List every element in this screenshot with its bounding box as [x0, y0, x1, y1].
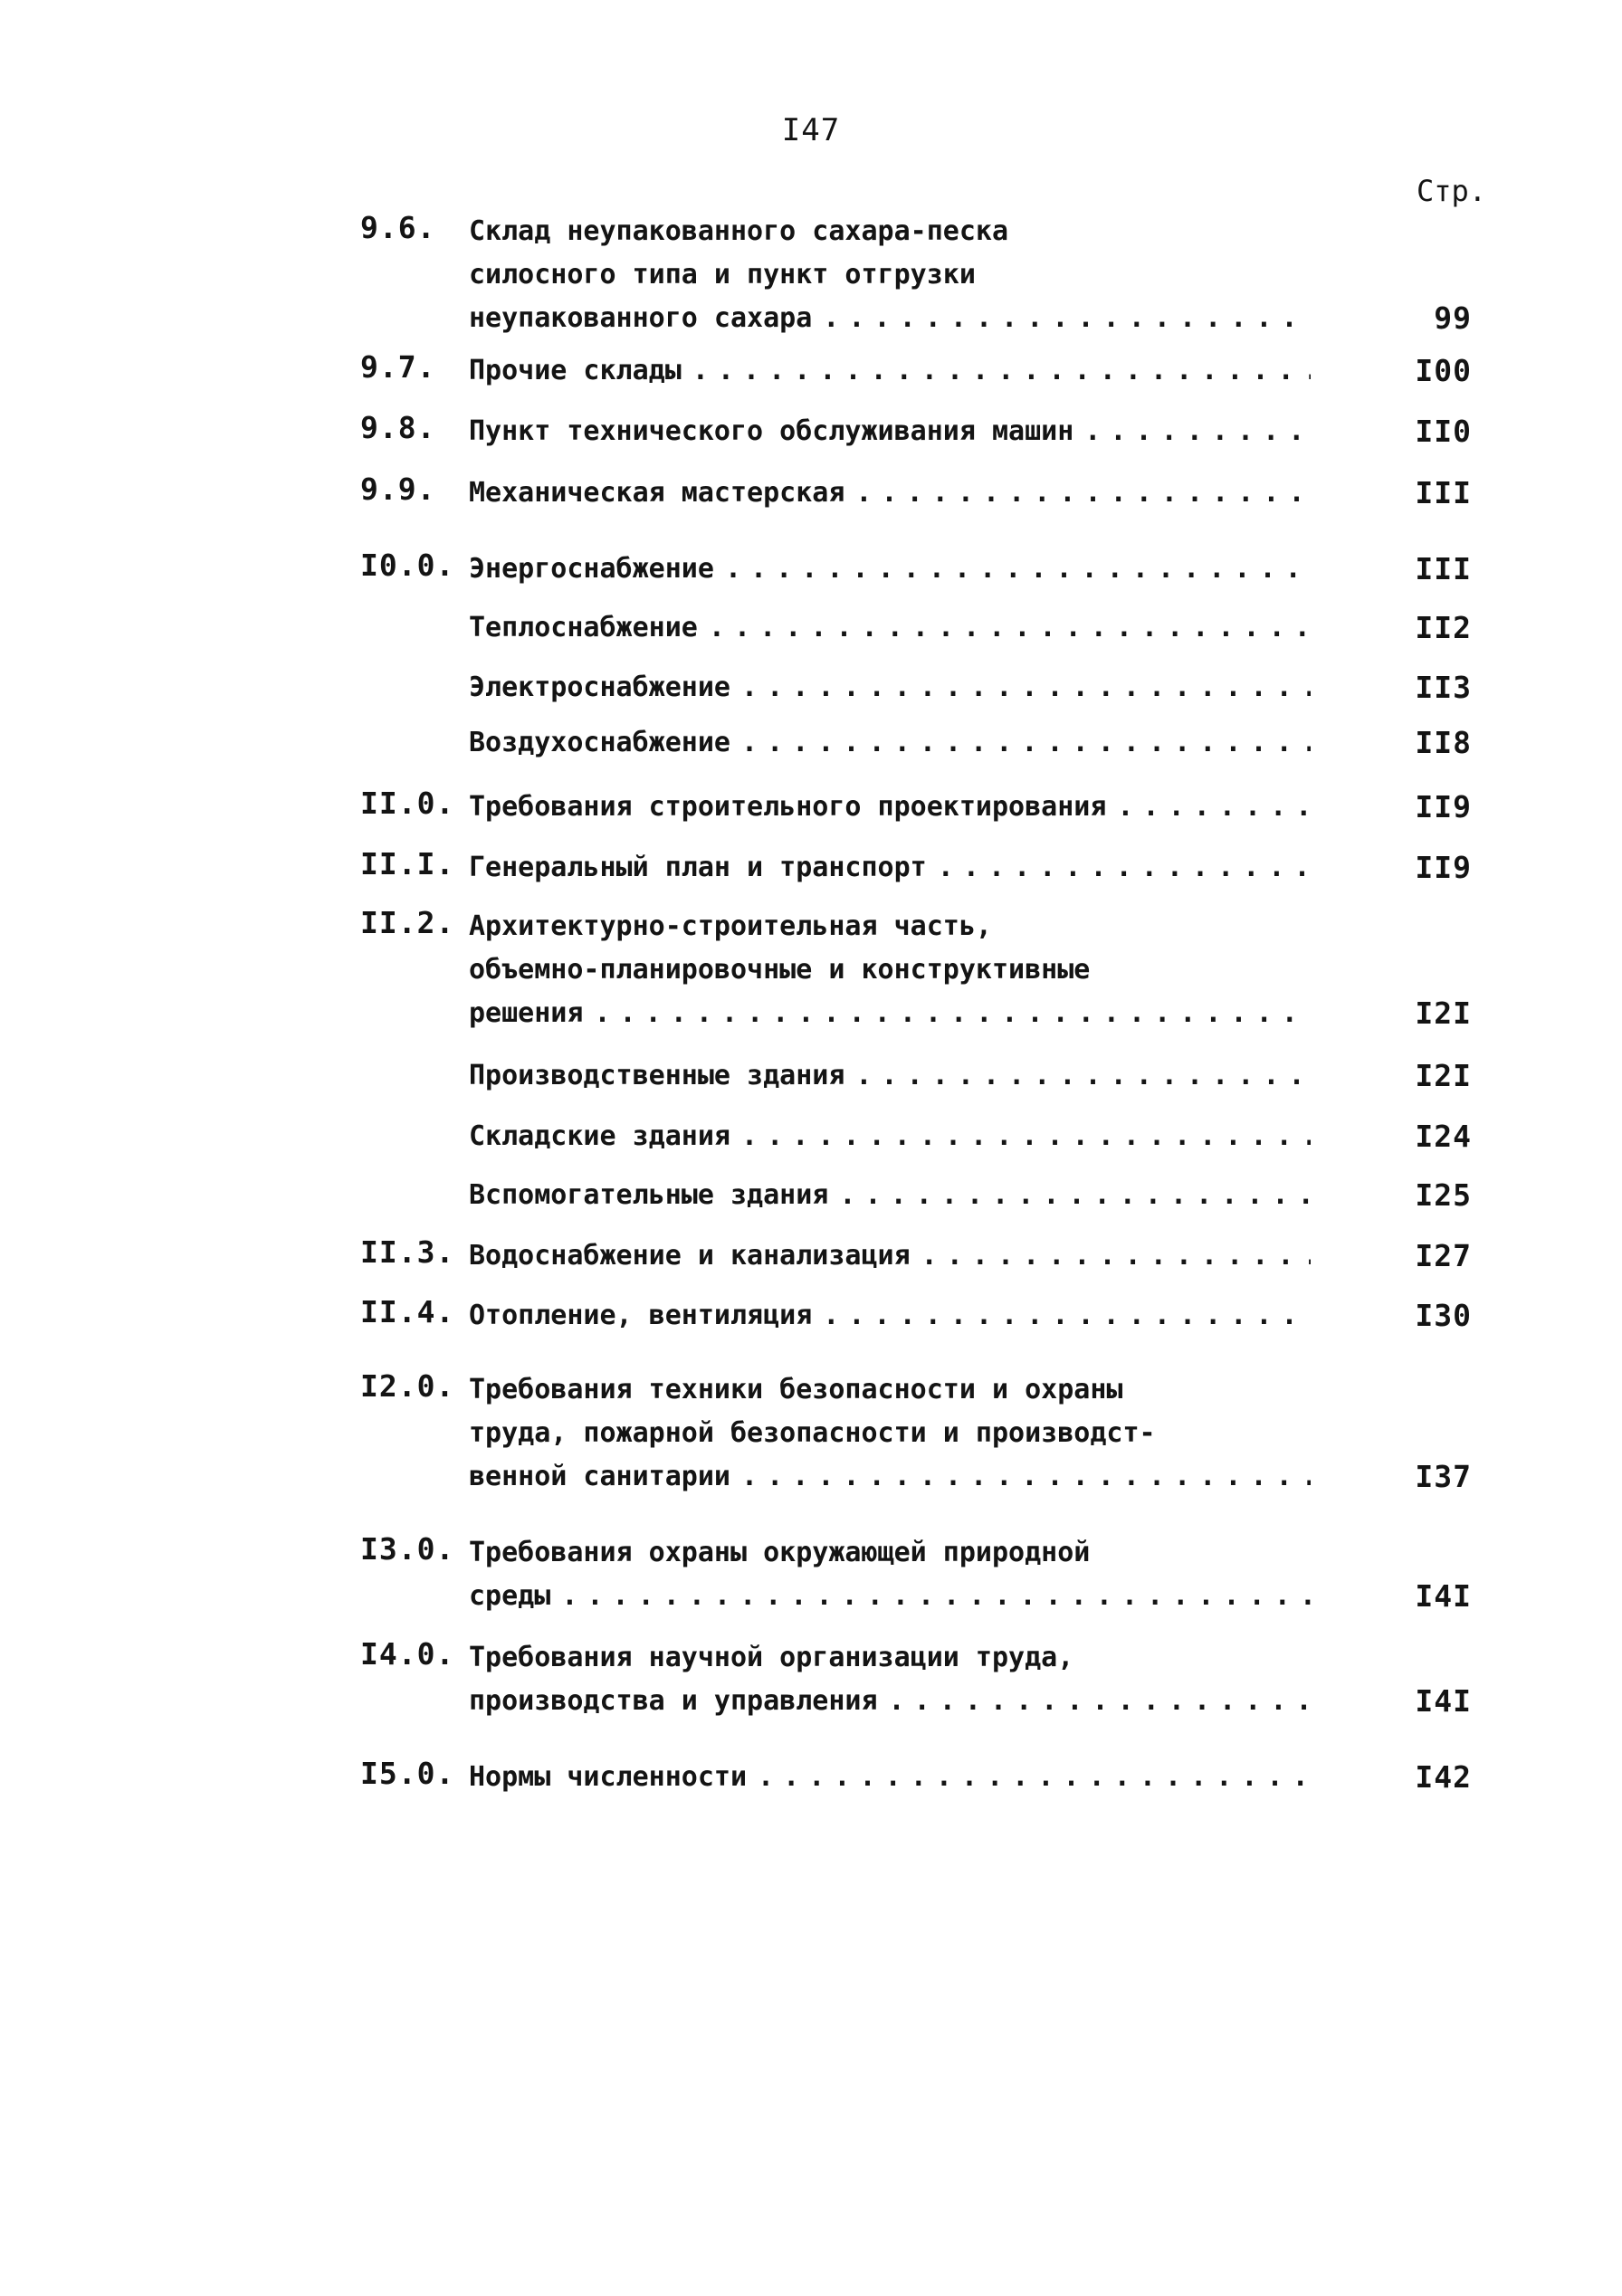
entry-page-number: II8 — [1415, 725, 1472, 760]
entry-title-line: Водоснабжение и канализация — [469, 1240, 911, 1272]
dot-leader — [709, 606, 1311, 650]
entry-title-final-line — [469, 786, 1311, 829]
entry-title-final-line — [469, 1115, 1311, 1158]
dot-leader — [561, 1575, 1311, 1618]
dot-leader — [855, 472, 1311, 515]
entry-title-line: Теплоснабжение — [469, 612, 698, 643]
entry-page-number: I2I — [1415, 1058, 1472, 1093]
entry-number: I5.0. — [360, 1756, 455, 1791]
entry-title-line: производства и управления — [469, 1685, 878, 1717]
entry-page-number: III — [1415, 551, 1472, 586]
entry-title-line: Механическая мастерская — [469, 477, 845, 509]
entry-title-final-line — [469, 1294, 1311, 1338]
entry-title-line: силосного типа и пункт отгрузки — [469, 259, 976, 291]
dot-leader — [823, 1294, 1311, 1338]
entry-title — [469, 606, 1311, 650]
dot-leader — [839, 1174, 1311, 1217]
dot-leader — [741, 1115, 1311, 1158]
entry-title — [469, 548, 1311, 591]
entry-title-final-line — [469, 1756, 1311, 1799]
entry-title — [469, 905, 1311, 1035]
entry-page-number: I37 — [1415, 1459, 1472, 1494]
entry-page-number: II2 — [1415, 610, 1472, 645]
entry-title-final-line — [469, 992, 1311, 1035]
entry-number: I4.0. — [360, 1636, 455, 1672]
entry-title-final-line — [469, 1054, 1311, 1098]
entry-page-number: II3 — [1415, 670, 1472, 705]
entry-title — [469, 1294, 1311, 1338]
entry-title-final-line — [469, 606, 1311, 650]
dot-leader — [823, 297, 1311, 340]
entry-page-number: III — [1415, 475, 1472, 510]
entry-title-line: Вспомогательные здания — [469, 1179, 829, 1211]
entry-page-number: I00 — [1415, 353, 1472, 388]
entry-title — [469, 1756, 1311, 1799]
entry-title-line: Генеральный план и транспорт — [469, 852, 927, 883]
entry-page-number: I42 — [1415, 1759, 1472, 1795]
entry-title — [469, 721, 1311, 765]
entry-number: II.2. — [360, 905, 455, 940]
dot-leader — [1117, 786, 1311, 829]
entry-number: 9.6. — [360, 210, 436, 245]
entry-title-line: Пункт технического обслуживания машин — [469, 415, 1074, 447]
entry-title-line: Требования научной организации труда, — [469, 1642, 1074, 1673]
entry-page-number: I4I — [1415, 1683, 1472, 1719]
dot-leader — [758, 1756, 1311, 1799]
entry-page-number: II0 — [1415, 414, 1472, 449]
entry-title-final-line — [469, 410, 1311, 453]
entry-title-line: среды — [469, 1580, 551, 1612]
entry-title-line: Требования техники безопасности и охраны — [469, 1374, 1123, 1405]
entry-number: II.I. — [360, 846, 455, 881]
entry-title-line: Требования охраны окружающей природной — [469, 1537, 1091, 1568]
entry-title-line: Энергоснабжение — [469, 553, 714, 585]
entry-title — [469, 1368, 1311, 1499]
entry-title-final-line — [469, 548, 1311, 591]
entry-number: I3.0. — [360, 1531, 455, 1567]
entry-number: 9.8. — [360, 410, 436, 445]
entry-page-number: I4I — [1415, 1578, 1472, 1614]
entry-page-number: I30 — [1415, 1298, 1472, 1333]
dot-leader — [741, 666, 1311, 710]
dot-leader — [741, 1455, 1311, 1499]
entry-title — [469, 210, 1311, 340]
entry-title-line: Электроснабжение — [469, 672, 730, 703]
dot-leader — [889, 1680, 1311, 1723]
entry-title — [469, 1531, 1311, 1618]
dot-leader — [692, 349, 1311, 393]
dot-leader — [921, 1234, 1311, 1278]
entry-title-final-line — [469, 1575, 1311, 1618]
entry-title-line: решения — [469, 997, 584, 1029]
entry-page-number: II9 — [1415, 850, 1472, 885]
entry-number: II.0. — [360, 786, 455, 821]
entry-page-number: 99 — [1434, 300, 1472, 336]
entry-title-final-line — [469, 1455, 1311, 1499]
entry-title — [469, 472, 1311, 515]
entry-title — [469, 1636, 1311, 1723]
entry-number: II.4. — [360, 1294, 455, 1329]
entry-title — [469, 846, 1311, 890]
dot-leader — [725, 548, 1311, 591]
entry-number: II.3. — [360, 1234, 455, 1270]
entry-title-line: Архитектурно-строительная часть, — [469, 910, 992, 942]
dot-leader — [938, 846, 1311, 890]
entry-title-line: Требования строительного проектирования — [469, 791, 1107, 823]
entry-title — [469, 786, 1311, 829]
entry-title-final-line — [469, 721, 1311, 765]
entry-title-line: объемно-планировочные и конструктивные — [469, 954, 1091, 986]
entry-page-number: I25 — [1415, 1177, 1472, 1213]
entry-title-line: Производственные здания — [469, 1060, 845, 1091]
entry-title-final-line — [469, 297, 1311, 340]
entry-title-final-line — [469, 349, 1311, 393]
entry-title-line: Склад неупакованного сахара-песка — [469, 215, 1009, 247]
entry-page-number: I2I — [1415, 996, 1472, 1031]
entry-title-final-line — [469, 472, 1311, 515]
entry-title — [469, 1234, 1311, 1278]
entry-title — [469, 666, 1311, 710]
entry-page-number: II9 — [1415, 789, 1472, 824]
page-column-header: Стр. — [1416, 174, 1486, 208]
entry-number: 9.7. — [360, 349, 436, 385]
entry-title — [469, 1054, 1311, 1098]
entry-number: I2.0. — [360, 1368, 455, 1404]
entry-title — [469, 1174, 1311, 1217]
entry-title-line: труда, пожарной безопасности и производст- — [469, 1417, 1156, 1449]
entry-title-final-line — [469, 846, 1311, 890]
entry-title-final-line — [469, 1174, 1311, 1217]
entry-title — [469, 349, 1311, 393]
entry-title-line: Отопление, вентиляция — [469, 1300, 813, 1331]
dot-leader — [741, 721, 1311, 765]
dot-leader — [855, 1054, 1311, 1098]
entry-page-number: I27 — [1415, 1238, 1472, 1273]
page-number: I47 — [781, 112, 841, 148]
entry-title — [469, 1115, 1311, 1158]
entry-title-final-line — [469, 1680, 1311, 1723]
entry-title-line: Воздухоснабжение — [469, 727, 730, 758]
entry-title-line: Прочие склады — [469, 355, 682, 386]
entry-title — [469, 410, 1311, 453]
entry-title-line: неупакованного сахара — [469, 302, 813, 334]
entry-title-line: Складские здания — [469, 1120, 730, 1152]
entry-title-final-line — [469, 666, 1311, 710]
dot-leader — [594, 992, 1311, 1035]
entry-number: I0.0. — [360, 548, 455, 583]
entry-title-line: венной санитарии — [469, 1461, 730, 1492]
entry-title-line: Нормы численности — [469, 1761, 748, 1793]
entry-page-number: I24 — [1415, 1119, 1472, 1154]
entry-title-final-line — [469, 1234, 1311, 1278]
dot-leader — [1084, 410, 1311, 453]
entry-number: 9.9. — [360, 472, 436, 507]
